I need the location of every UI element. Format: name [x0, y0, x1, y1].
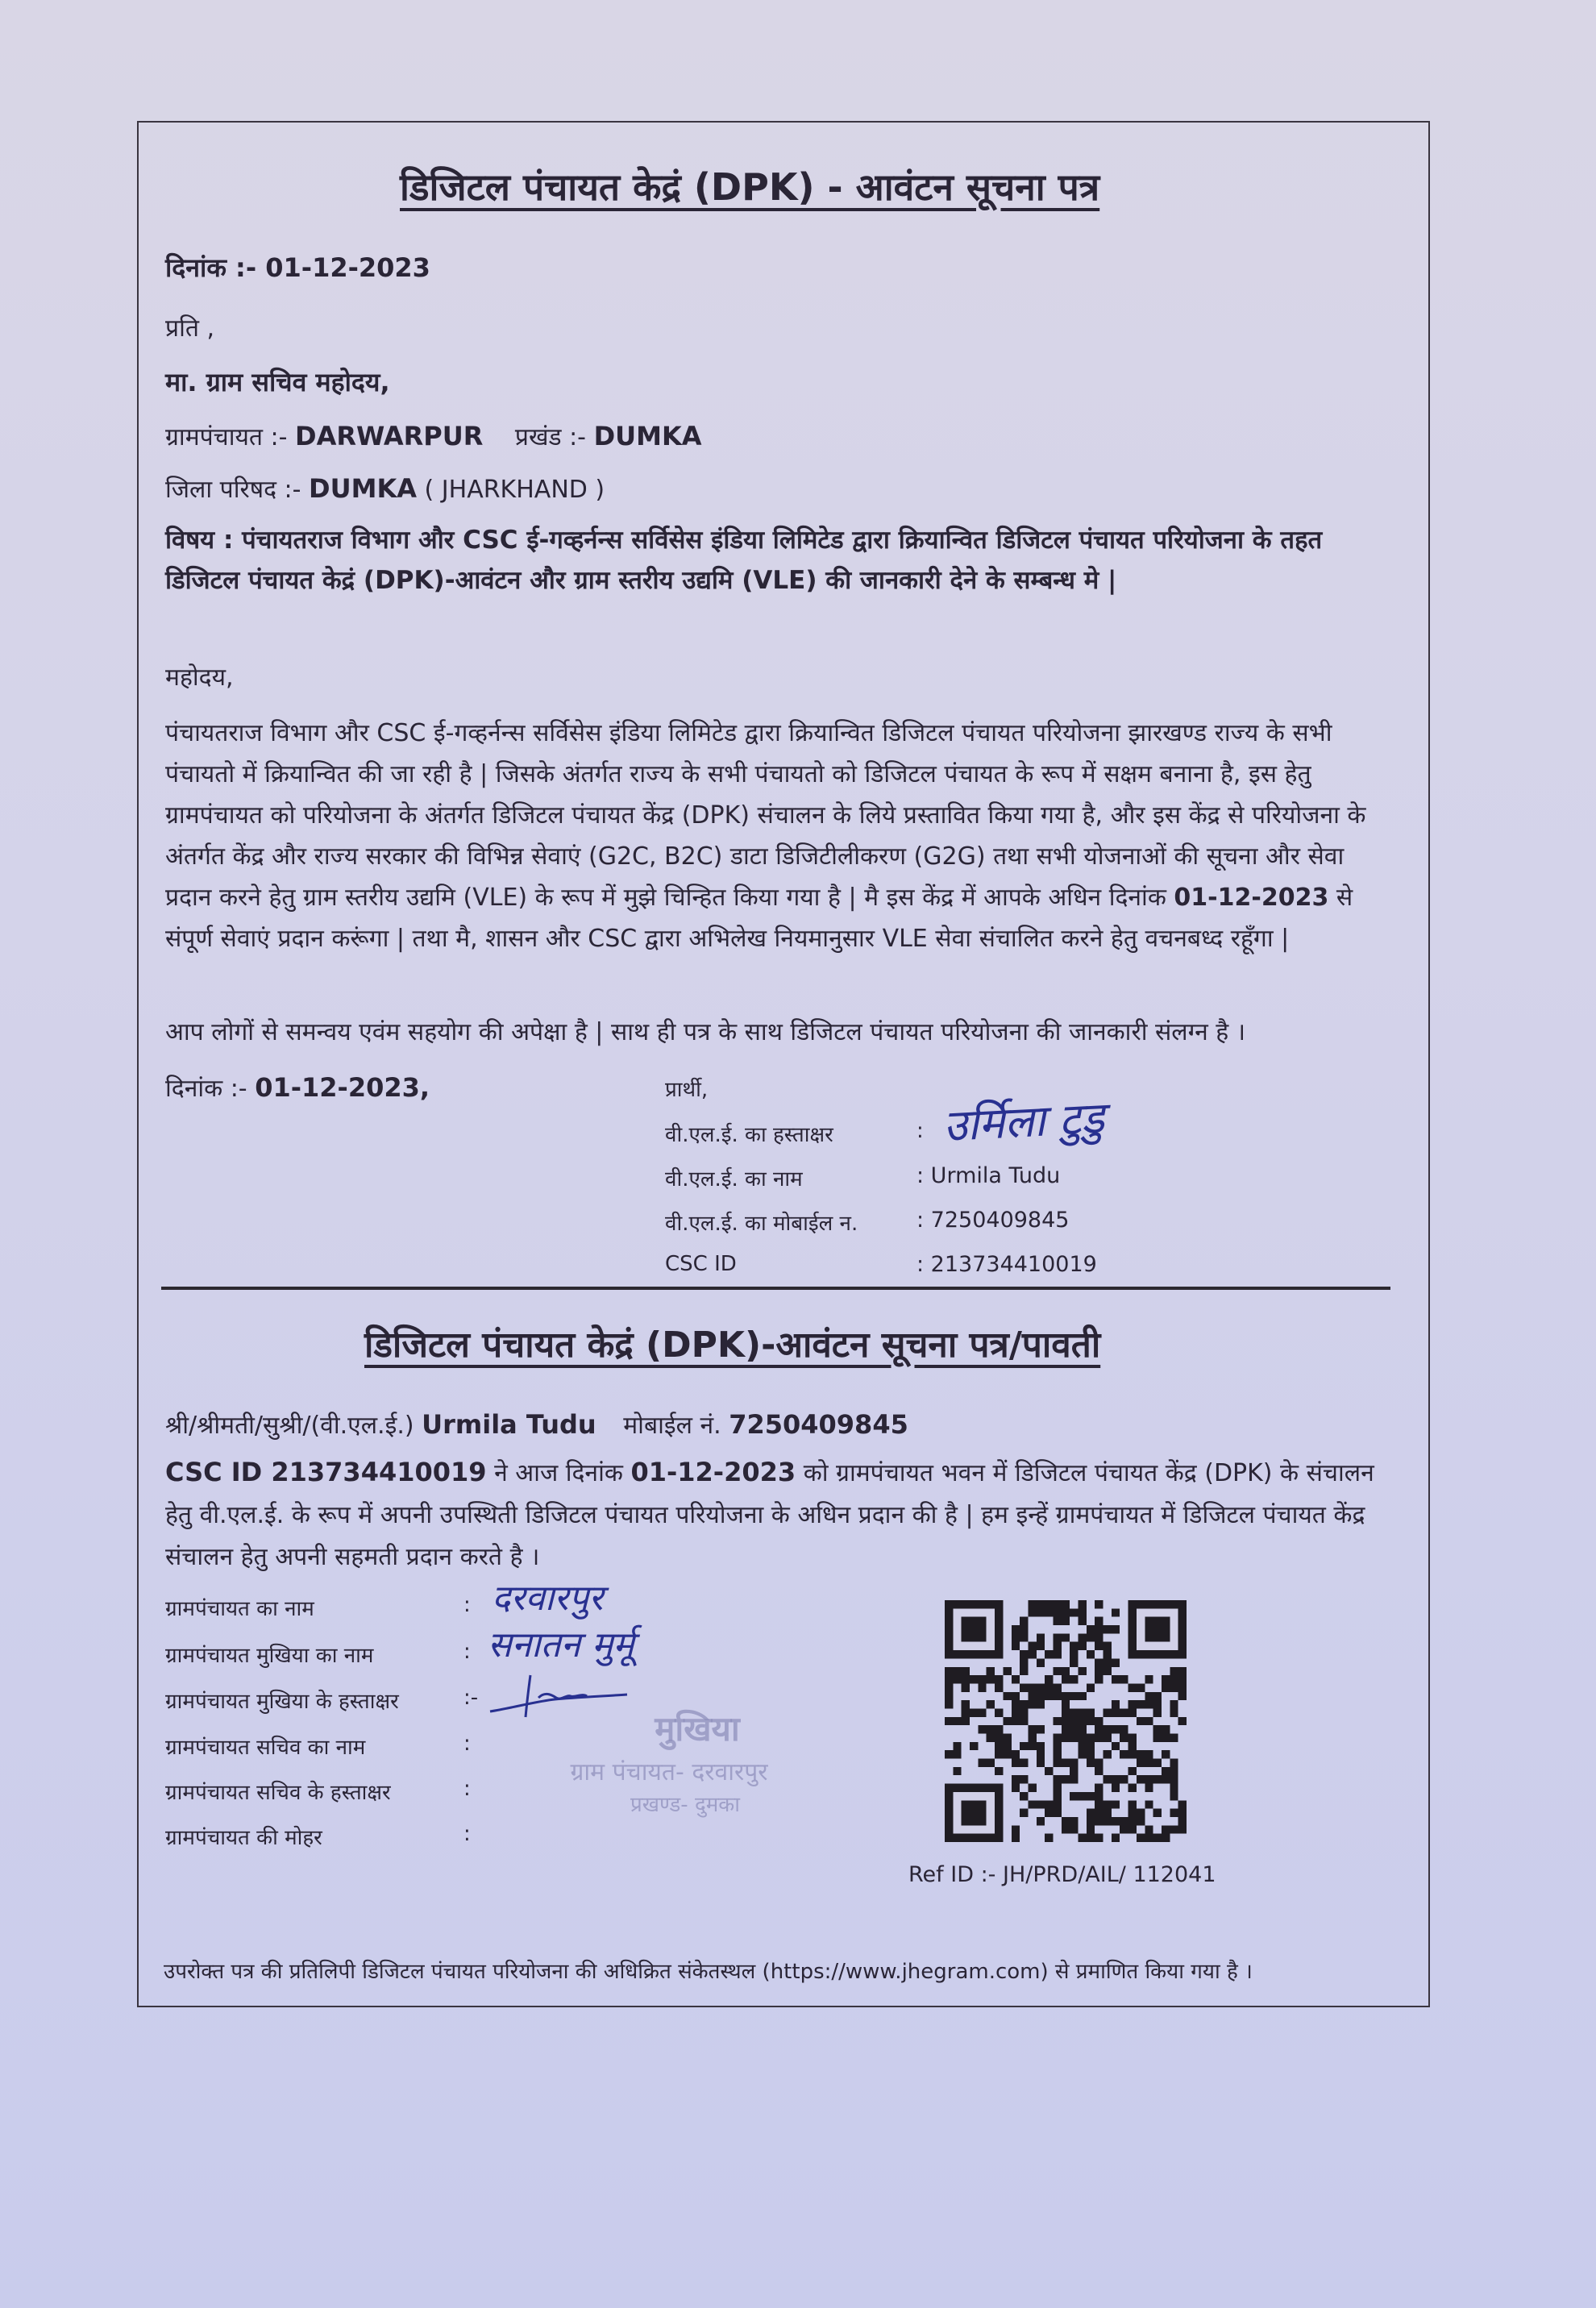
field-mukhiya-sign-label: ग्रामपंचायत मुखिया के हस्ताक्षर [165, 1690, 399, 1714]
receipt-mobile-value: 7250409845 [729, 1409, 908, 1440]
panchayat-label: ग्रामपंचायत :- [165, 423, 288, 451]
receipt-date: 01-12-2023 [630, 1457, 796, 1487]
section-divider [161, 1287, 1390, 1290]
panchayat-row [165, 419, 702, 452]
field-seal-colon: : [463, 1822, 471, 1846]
receipt-name: Urmila Tudu [422, 1409, 596, 1440]
vle-mobile-value: : 7250409845 [916, 1208, 1070, 1233]
state-value: ( JHARKHAND ) [424, 476, 605, 504]
field-sachiv-sign-label: ग्रामपंचायत सचिव के हस्ताक्षर [165, 1781, 391, 1805]
field-panchayat-name-colon: : [463, 1593, 471, 1617]
receipt-mobile-label: मोबाईल नं. [623, 1412, 721, 1440]
panchayat-value: DARWARPUR [295, 421, 484, 451]
receipt-name-row [165, 1408, 908, 1441]
district-value: DUMKA [309, 473, 417, 504]
district-row [165, 472, 605, 505]
vle-sign-label: वी.एल.ई. का हस्ताक्षर [665, 1123, 833, 1147]
receipt-honorific: श्री/श्रीमती/सुश्री/(वी.एल.ई.) [165, 1412, 414, 1440]
receipt-csc-id: CSC ID 213734410019 [165, 1457, 487, 1487]
body-date: 01-12-2023 [1174, 884, 1329, 912]
block-value: DUMKA [593, 421, 702, 451]
bottom-date-value: 01-12-2023, [255, 1072, 430, 1103]
csc-label: CSC ID [665, 1252, 737, 1276]
footer-note: उपरोक्त पत्र की प्रतिलिपी डिजिटल पंचायत परियोजना की अधिक्रित संकेतस्थल (https://www.jhegram.com) से प्रमाणित किया गया है । [164, 1960, 1253, 1984]
vle-sign-colon: : [916, 1119, 924, 1143]
field-panchayat-name-value: दरवारपुर [492, 1578, 604, 1619]
body-part1: पंचायतराज विभाग और CSC ई-गव्हर्नन्स सर्विसेस इंडिया लिमिटेड द्वारा क्रियान्वित डिजिटल पंचायत परियोजना झारखण्ड राज्य के सभी पंचायतो में क्रियान्वित की जा रही है | जिसके अंतर्गत राज्य के सभी पंचायतो को डिजिटल पंचायत के रूप में सक्षम बनाना है, इस हेतु ग्रामपंचायत को परियोजना के अंतर्गत डिजिटल पंचायत केंद्र (DPK) संचालन के लिये प्रस्तावित किया गया है, और इस केंद्र से परियोजना के अंतर्गत केंद्र और राज्य सरकार की विभिन्न सेवाएं (G2C, B2C) डाटा डिजिटीलीकरण (G2G) तथा सभी योजनाओं की सूचना और सेवा प्रदान करने हेतु ग्राम स्तरीय उद्यमि (VLE) के रूप में मुझे चिन्हित किया गया है | मै इस केंद्र में आपके अधिन दिनांक [165, 719, 1366, 912]
vle-signature: उर्मिला टुडु [941, 1092, 1106, 1152]
receipt-title: डिजिटल पंचायत केद्रं (DPK)-आवंटन सूचना पत्र/पावती [364, 1325, 1101, 1366]
stamp-line1: मुखिया [655, 1709, 740, 1749]
closing: आप लोगों से समन्वय एवंम सहयोग की अपेक्षा है | साथ ही पत्र के साथ डिजिटल पंचायत परियोजना की जानकारी संलग्न है । [165, 1018, 1246, 1046]
qr-code-icon [945, 1600, 1187, 1842]
field-mukhiya-name-value: सनातन मुर्मू [488, 1624, 634, 1666]
ref-id: Ref ID :- JH/PRD/AIL/ 112041 [908, 1862, 1216, 1887]
body-part2: से संपूर्ण सेवाएं प्रदान करूंगा | तथा मै, शासन और CSC द्वारा अभिलेख नियमानुसार VLE सेवा संचालित करने हेतु वचनबध्द रहूँगा | [165, 884, 1353, 953]
field-seal-label: ग्रामपंचायत की मोहर [165, 1826, 322, 1850]
subject: विषय : पंचायतराज विभाग और CSC ई-गव्हर्नन्स सर्विसेस इंडिया लिमिटेड द्वारा क्रियान्वित डिजिटल पंचायत परियोजना के तहत डिजिटल पंचायत केद्रं (DPK)-आवंटन और ग्राम स्तरीय उद्यमि (VLE) की जानकारी देने के सम्बन्ध मे | [165, 526, 1323, 595]
vle-name-label: वी.एल.ई. का नाम [665, 1167, 803, 1191]
field-sachiv-name-colon: : [463, 1732, 471, 1756]
receipt-text-part2: को ग्रामपंचायत भवन में डिजिटल पंचायत केंद्र (DPK) के संचालन हेतु वी.एल.ई. के रूप में अपनी उपस्थिती डिजिटल पंचायत परियोजना के अधिन प्रदान की है | हम इन्हें ग्रामपंचायत में डिजिटल पंचायत केंद्र संचालन हेतु अपनी सहमती प्रदान करते है । [165, 1459, 1374, 1571]
stamp-line3: प्रखण्ड- दुमका [630, 1793, 741, 1817]
receipt-text-part1: ने आज दिनांक [494, 1459, 623, 1487]
bottom-date-label: दिनांक :- [165, 1075, 247, 1103]
csc-value: : 213734410019 [916, 1252, 1097, 1277]
letter-date: दिनांक :- 01-12-2023 [165, 252, 430, 283]
bottom-date [165, 1071, 430, 1104]
addressee: मा. ग्राम सचिव महोदय, [165, 367, 390, 397]
field-sachiv-sign-colon: : [463, 1777, 471, 1801]
district-label: जिला परिषद :- [165, 476, 301, 504]
field-mukhiya-name-colon: : [463, 1640, 471, 1664]
official-stamp [516, 1705, 822, 1818]
field-mukhiya-name-label: ग्रामपंचायत मुखिया का नाम [165, 1644, 374, 1668]
field-sachiv-name-label: ग्रामपंचायत सचिव का नाम [165, 1736, 366, 1760]
letter-title: डिजिटल पंचायत केद्रं (DPK) - आवंटन सूचना पत्र [400, 165, 1100, 209]
block-label: प्रखंड :- [514, 423, 587, 451]
applicant: प्रार्थी, [665, 1078, 709, 1102]
letter-body [165, 713, 1386, 959]
prati: प्रति , [165, 314, 215, 343]
stamp-line2: ग्राम पंचायत- दरवारपुर [570, 1758, 768, 1786]
receipt-body [165, 1451, 1390, 1578]
salutation: महोदय, [165, 663, 234, 692]
field-mukhiya-sign-colon: :- [463, 1686, 479, 1710]
field-panchayat-name-label: ग्रामपंचायत का नाम [165, 1597, 314, 1621]
vle-mobile-label: वी.एल.ई. का मोबाईल न. [665, 1212, 858, 1236]
vle-name-value: : Urmila Tudu [916, 1163, 1061, 1188]
